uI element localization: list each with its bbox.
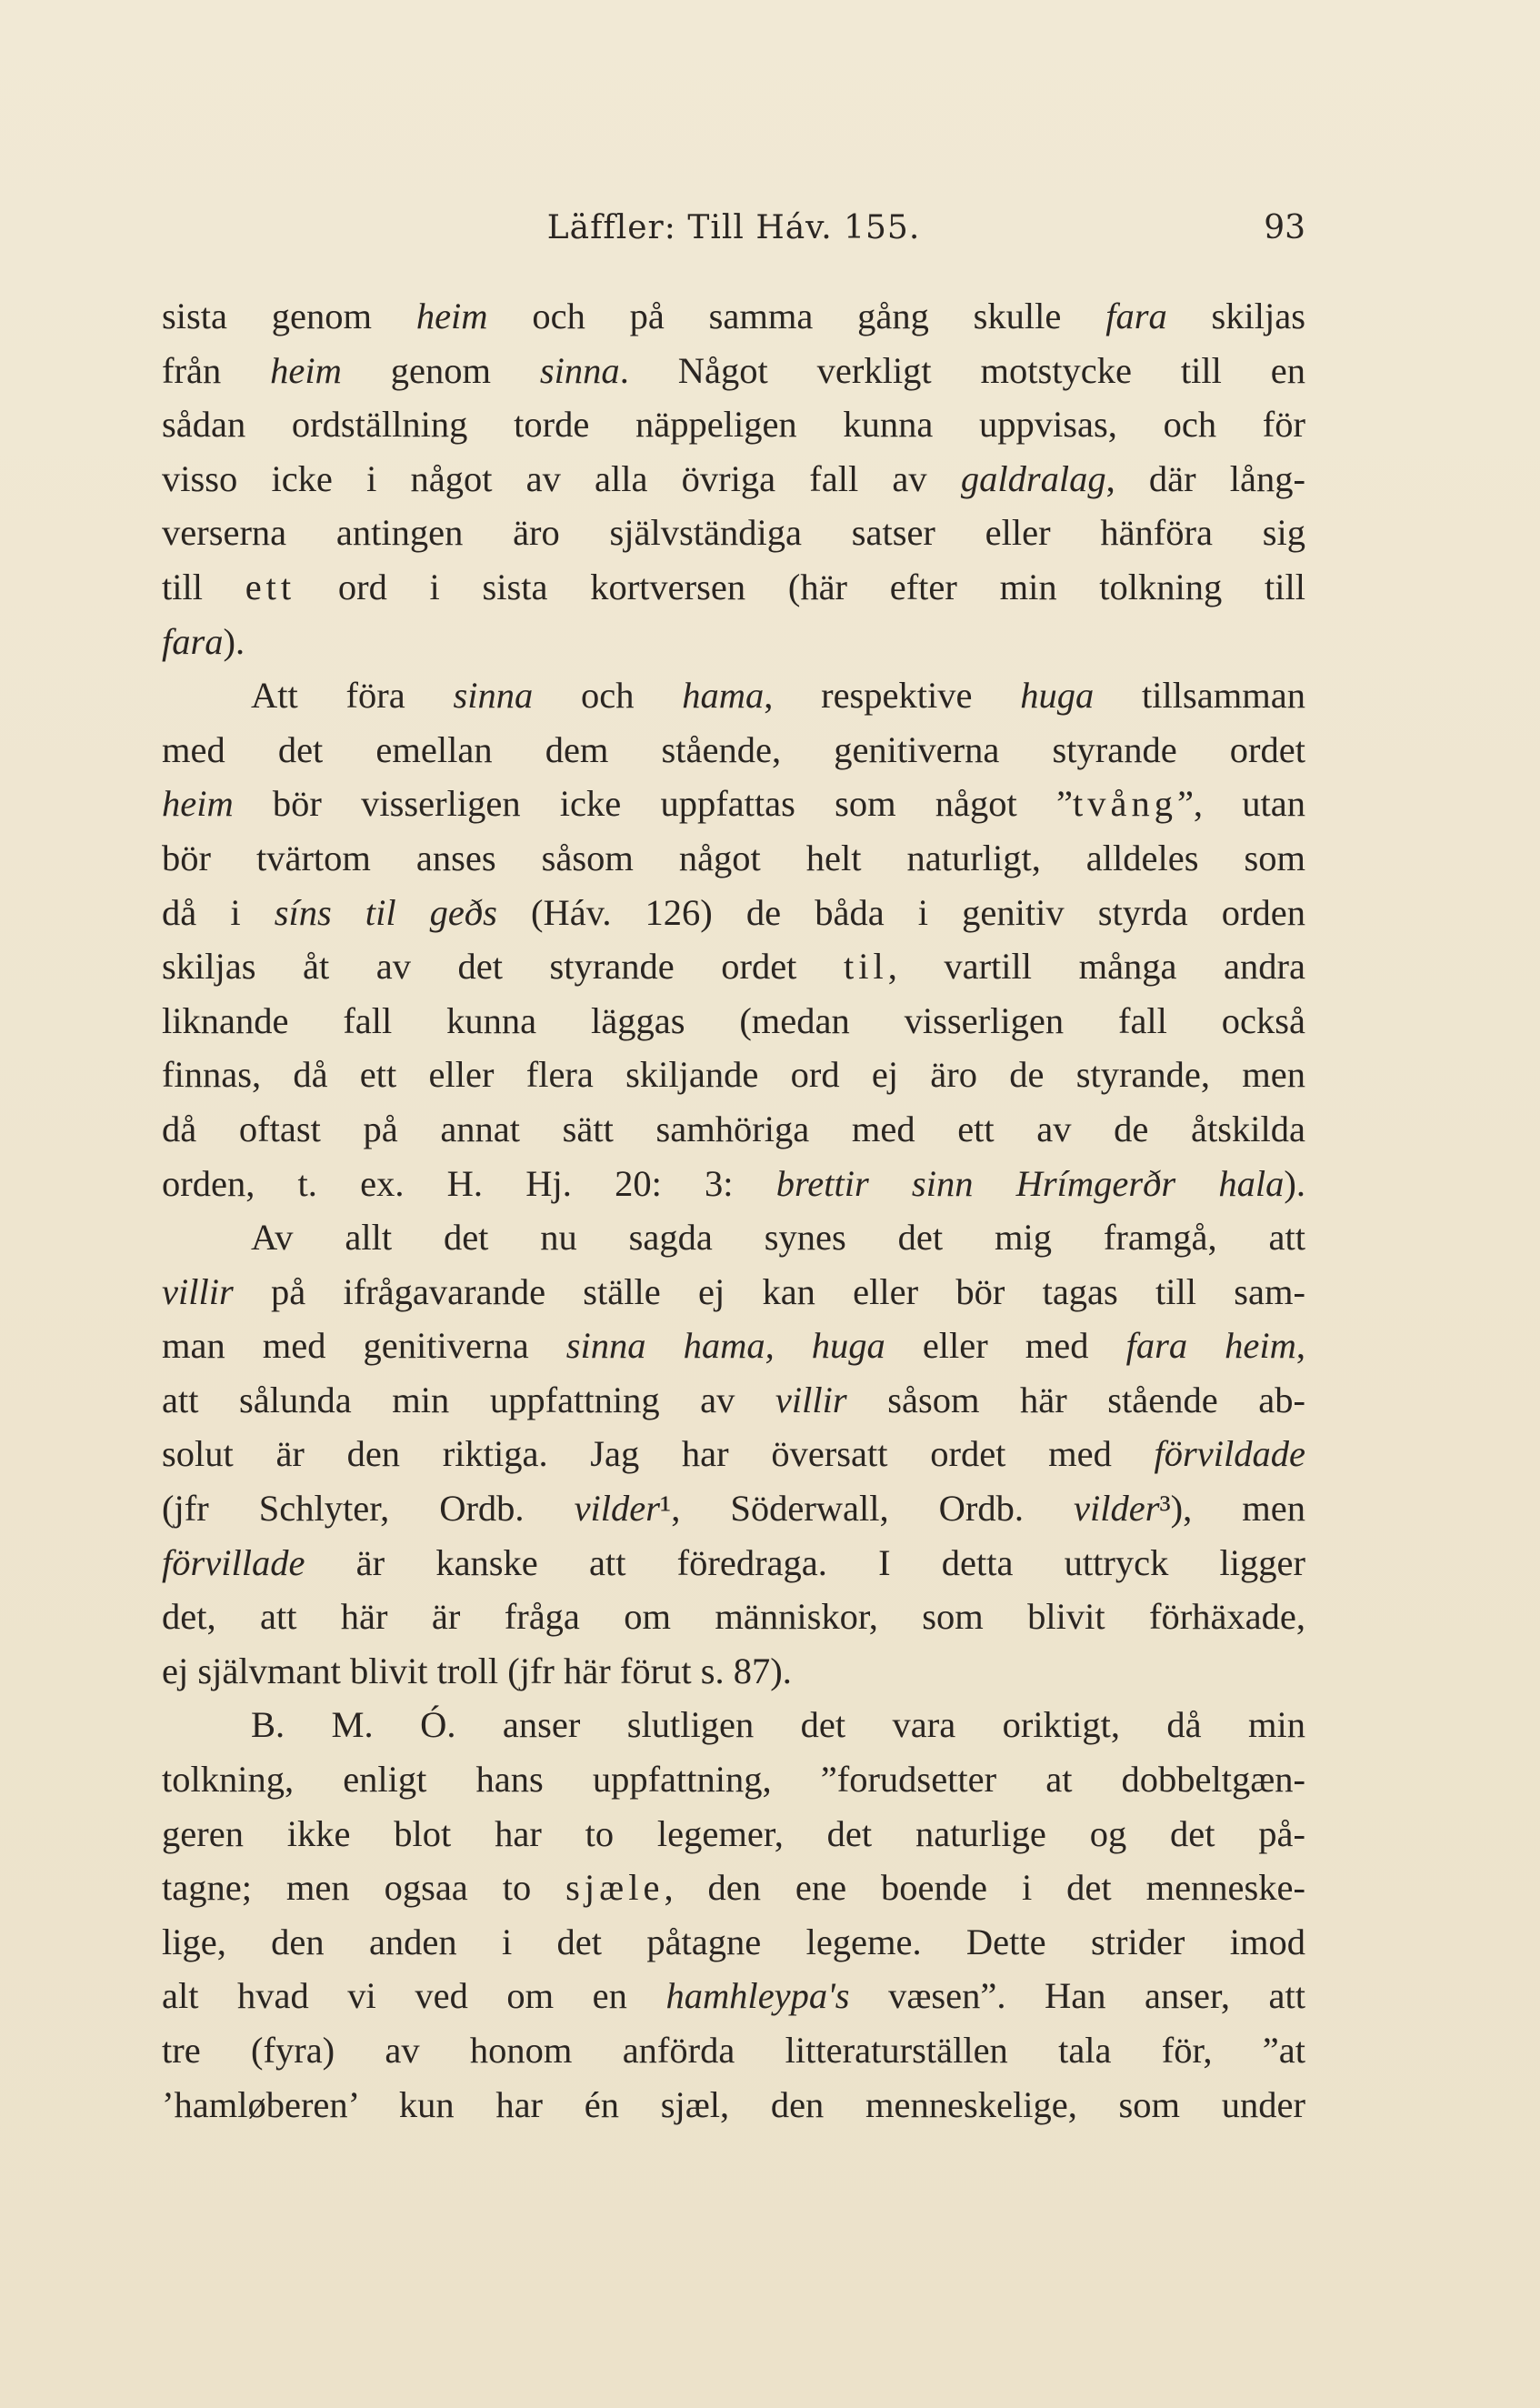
text-segment: finnas, då ett eller flera skiljande ord ej äro de styrande, men xyxy=(162,1054,1305,1096)
page-number: 93 xyxy=(1264,209,1305,246)
text-segment: tagne; men ogsaa to xyxy=(162,1867,566,1909)
text-segment: tolkning, enligt hans uppfattning, ”forudsetter at dobbeltgæn- xyxy=(162,1759,1305,1801)
text-segment: lige, den anden i det påtagne legeme. Dette strider imod xyxy=(162,1921,1305,1962)
text-segment: att sålunda min uppfattning av xyxy=(162,1379,775,1420)
text-segment: genom xyxy=(341,349,540,391)
text-segment: och på samma gång skulle xyxy=(487,296,1106,336)
text-segment: solut är den riktiga. Jag har översatt ordet med xyxy=(162,1433,1155,1475)
text-segment: ³), men xyxy=(1159,1488,1306,1530)
italic-word: fara heim xyxy=(1125,1325,1296,1367)
text-segment: , den ene boende i det menneske- xyxy=(664,1867,1305,1909)
text-line xyxy=(162,1427,1305,1481)
text-line xyxy=(162,777,1305,831)
italic-word: sinna xyxy=(539,349,620,391)
spaced-word: sjæle xyxy=(565,1867,665,1909)
text-segment: væsen”. Han anser, att xyxy=(849,1975,1305,2017)
text-segment: sista genom xyxy=(162,296,416,336)
text-segment: bör tvärtom anses såsom något helt naturligt, alldeles som xyxy=(162,837,1305,878)
text-line xyxy=(162,1807,1305,1861)
text-line xyxy=(162,1698,1305,1752)
text-segment: ”, utan xyxy=(1176,783,1305,825)
text-line xyxy=(162,1536,1305,1590)
text-segment: Av allt det nu sagda synes det mig framgå, att xyxy=(251,1217,1305,1259)
text-line xyxy=(162,1210,1305,1265)
text-segment: bör visserligen icke uppfattas som något ” xyxy=(233,783,1073,825)
text-line xyxy=(162,1102,1305,1157)
text-segment: geren ikke blot har to legemer, det naturlige og det på- xyxy=(162,1812,1305,1854)
italic-word: villir xyxy=(775,1379,847,1420)
italic-word: síns til geðs xyxy=(274,891,497,933)
text-line xyxy=(162,560,1305,615)
page-header xyxy=(162,209,1305,264)
spaced-word: ett xyxy=(245,566,296,607)
text-segment: orden, t. ex. H. Hj. 20: 3: xyxy=(162,1162,776,1204)
italic-word: förvildade xyxy=(1154,1433,1305,1475)
text-line xyxy=(162,506,1305,560)
text-line xyxy=(162,2078,1305,2132)
text-segment: Att föra xyxy=(251,675,454,717)
text-segment: verserna antingen äro självständiga satser eller hänföra sig xyxy=(162,512,1305,554)
text-line xyxy=(162,1319,1305,1373)
italic-word: sinna hama, huga xyxy=(565,1325,885,1367)
italic-word: heim xyxy=(162,783,234,825)
italic-word: villir xyxy=(162,1270,234,1312)
text-line xyxy=(162,1969,1305,2023)
text-line xyxy=(162,1157,1305,1211)
text-segment: från xyxy=(162,349,271,391)
text-segment: , respektive xyxy=(764,675,1021,717)
text-line xyxy=(162,723,1305,778)
text-segment: . Något verkligt motstycke till en xyxy=(619,349,1306,391)
italic-word: fara xyxy=(162,620,224,662)
text-line xyxy=(162,668,1305,723)
text-segment: ej självmant blivit troll (jfr här förut s. 87). xyxy=(162,1650,792,1691)
italic-word: brettir sinn Hrímgerðr hala xyxy=(775,1162,1285,1204)
text-line xyxy=(162,1481,1305,1536)
text-line xyxy=(162,886,1305,940)
text-segment: skiljas xyxy=(1166,296,1305,336)
italic-word: hama xyxy=(682,675,765,717)
text-segment: alt hvad vi ved om en xyxy=(162,1975,666,2017)
text-segment: det, att här är fråga om människor, som blivit förhäxade, xyxy=(162,1596,1305,1638)
running-title: Läffler: Till Háv. 155. xyxy=(546,209,921,246)
text-line xyxy=(162,452,1305,507)
body-text xyxy=(162,289,1305,2132)
text-line xyxy=(162,1752,1305,1807)
text-line xyxy=(162,397,1305,452)
text-segment: , vartill många andra xyxy=(887,946,1305,988)
text-segment: , där lång- xyxy=(1105,457,1305,499)
spaced-word: tvång xyxy=(1072,783,1177,825)
italic-word: förvillade xyxy=(162,1541,305,1583)
text-segment: såsom här stående ab- xyxy=(846,1379,1305,1420)
italic-word: heim xyxy=(270,349,342,391)
text-segment: och xyxy=(533,675,683,717)
text-line xyxy=(162,1861,1305,1915)
text-line xyxy=(162,1265,1305,1319)
text-segment: (Háv. 126) de båda i genitiv styrda orden xyxy=(496,891,1305,933)
text-segment: liknande fall kunna läggas (medan visserligen fall också xyxy=(162,999,1305,1041)
text-segment: ). xyxy=(223,620,245,662)
text-segment: eller med xyxy=(885,1325,1126,1367)
text-line xyxy=(162,939,1305,994)
text-line xyxy=(162,289,1305,344)
italic-word: galdralag xyxy=(960,457,1106,499)
text-line xyxy=(162,2023,1305,2078)
text-segment: med det emellan dem stående, genitiverna styrande ordet xyxy=(162,728,1305,770)
text-line xyxy=(162,831,1305,886)
text-line xyxy=(162,994,1305,1048)
text-line xyxy=(162,344,1305,398)
text-segment: ). xyxy=(1284,1162,1305,1204)
italic-word: hamhleypa's xyxy=(665,1975,850,2017)
text-segment: till xyxy=(162,566,245,607)
text-segment: ’hamløberen’ kun har én sjæl, den menneskelige, som under xyxy=(162,2083,1305,2125)
italic-word: heim xyxy=(415,296,488,336)
spaced-word: til xyxy=(843,946,888,988)
text-segment: skiljas åt av det styrande ordet xyxy=(162,946,844,988)
text-segment: B. M. Ó. anser slutligen det vara oriktigt, då min xyxy=(251,1704,1305,1746)
text-segment: på ifrågavarande ställe ej kan eller bör tagas till sam- xyxy=(233,1270,1305,1312)
text-segment: (jfr Schlyter, Ordb. xyxy=(162,1488,575,1530)
italic-word: vilder xyxy=(1074,1488,1160,1530)
italic-word: vilder xyxy=(574,1488,661,1530)
text-line xyxy=(162,1644,1305,1699)
text-segment: tre (fyra) av honom anförda litteraturställen tala för, ”at xyxy=(162,2030,1305,2071)
text-segment: ord i sista kortversen (här efter min tolkning till xyxy=(295,566,1305,607)
text-segment: , xyxy=(1295,1325,1305,1367)
text-line xyxy=(162,1590,1305,1644)
italic-word: huga xyxy=(1020,675,1095,717)
text-segment: visso icke i något av alla övriga fall av xyxy=(162,457,961,499)
text-segment: tillsamman xyxy=(1094,675,1305,717)
italic-word: sinna xyxy=(453,675,534,717)
text-segment: sådan ordställning torde näppeligen kunna uppvisas, och för xyxy=(162,404,1305,446)
text-line xyxy=(162,615,1305,669)
text-segment: då oftast på annat sätt samhöriga med ett av de åtskilda xyxy=(162,1108,1305,1149)
text-segment: ¹, Söderwall, Ordb. xyxy=(660,1488,1075,1530)
text-segment: man med genitiverna xyxy=(162,1325,566,1367)
text-segment: är kanske att föredraga. I detta uttryck ligger xyxy=(305,1541,1305,1583)
text-segment: då i xyxy=(162,891,275,933)
text-line xyxy=(162,1048,1305,1102)
text-line xyxy=(162,1915,1305,1970)
text-line xyxy=(162,1373,1305,1428)
italic-word: fara xyxy=(1105,296,1167,336)
